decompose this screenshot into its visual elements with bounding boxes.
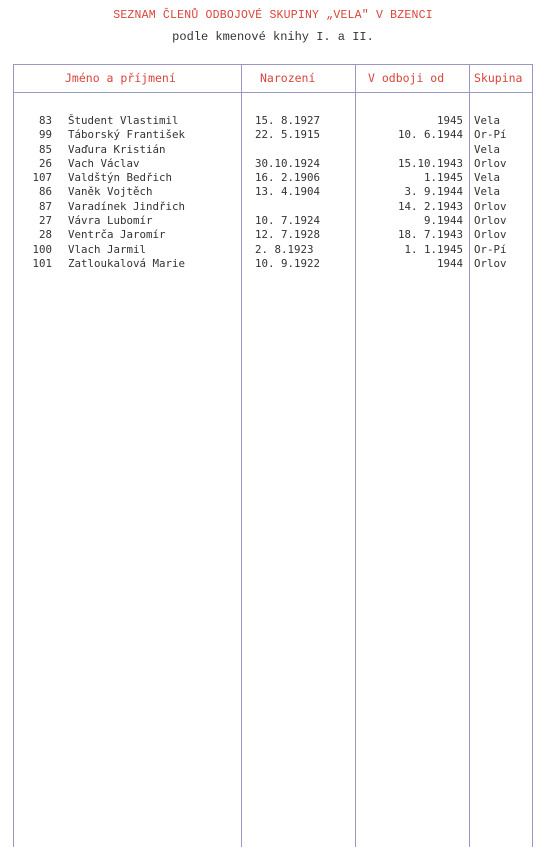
table-row bbox=[13, 143, 533, 157]
birth-date: 10. 7.1924 bbox=[255, 214, 321, 228]
resistance-date: 18. 7.1943 bbox=[397, 228, 463, 242]
table-row bbox=[13, 228, 533, 242]
header-born: Narození bbox=[260, 71, 316, 85]
resistance-date: 9.1944 bbox=[423, 214, 463, 228]
group-name: Orlov bbox=[474, 256, 507, 270]
header-group: Skupina bbox=[474, 71, 523, 85]
birth-date: 12. 7.1928 bbox=[255, 228, 321, 242]
table-row bbox=[13, 200, 533, 214]
member-number: 27 bbox=[38, 214, 52, 228]
group-name: Vela bbox=[474, 114, 501, 127]
resistance-date: 14. 2.1943 bbox=[397, 199, 463, 213]
member-number: 26 bbox=[38, 156, 52, 170]
resistance-date: 1945 bbox=[436, 114, 463, 127]
member-number: 87 bbox=[38, 199, 52, 213]
resistance-date: 3. 9.1944 bbox=[404, 185, 463, 199]
resistance-date: 10. 6.1944 bbox=[397, 128, 463, 142]
table-row bbox=[13, 114, 533, 128]
member-name: Vach Václav bbox=[68, 156, 140, 170]
group-name: Or-Pí bbox=[474, 242, 507, 256]
member-number: 86 bbox=[38, 185, 52, 199]
group-name: Vela bbox=[474, 142, 501, 156]
member-number: 28 bbox=[38, 228, 52, 242]
member-name: Ventrča Jaromír bbox=[68, 228, 166, 242]
birth-date: 10. 9.1922 bbox=[255, 256, 321, 270]
header-divider bbox=[13, 92, 533, 93]
table-row bbox=[13, 243, 533, 257]
group-name: Orlov bbox=[474, 214, 507, 228]
resistance-date: 1944 bbox=[436, 256, 463, 270]
group-name: Or-Pí bbox=[474, 128, 507, 142]
table-row bbox=[13, 214, 533, 228]
table-row bbox=[13, 171, 533, 185]
birth-date: 30.10.1924 bbox=[255, 156, 321, 170]
resistance-date: 1.1945 bbox=[423, 171, 463, 185]
table-row bbox=[13, 257, 533, 271]
member-number: 101 bbox=[32, 256, 52, 270]
member-name: Vlach Jarmil bbox=[68, 242, 147, 256]
member-name: Študent Vlastimil bbox=[68, 114, 179, 127]
member-number: 99 bbox=[38, 128, 52, 142]
table-row bbox=[13, 157, 533, 171]
member-name: Zatloukalová Marie bbox=[68, 256, 186, 270]
birth-date: 13. 4.1904 bbox=[255, 185, 321, 199]
table-body bbox=[13, 114, 533, 271]
member-name: Táborský František bbox=[68, 128, 186, 142]
resistance-date: 15.10.1943 bbox=[397, 156, 463, 170]
table-border-top bbox=[13, 64, 533, 65]
birth-date: 2. 8.1923 bbox=[255, 242, 314, 256]
member-name: Vaďura Kristián bbox=[68, 142, 166, 156]
member-number: 100 bbox=[32, 242, 52, 256]
group-name: Orlov bbox=[474, 156, 507, 170]
birth-date: 16. 2.1906 bbox=[255, 171, 321, 185]
member-number: 85 bbox=[38, 142, 52, 156]
header-resistance: V odboji od bbox=[368, 71, 445, 85]
member-name: Vávra Lubomír bbox=[68, 214, 153, 228]
group-name: Orlov bbox=[474, 228, 507, 242]
group-name: Vela bbox=[474, 171, 501, 185]
birth-date: 22. 5.1915 bbox=[255, 128, 321, 142]
table-row bbox=[13, 185, 533, 199]
group-name: Orlov bbox=[474, 199, 507, 213]
document-subtitle: podle kmenové knihy I. a II. bbox=[172, 30, 374, 44]
group-name: Vela bbox=[474, 185, 501, 199]
table-row bbox=[13, 128, 533, 142]
birth-date: 15. 8.1927 bbox=[255, 114, 321, 127]
member-name: Vaněk Vojtěch bbox=[68, 185, 153, 199]
document-title: SEZNAM ČLENŮ ODBOJOVÉ SKUPINY „VELA" V BZENCI bbox=[113, 9, 433, 22]
member-name: Valdštýn Bedřich bbox=[68, 171, 173, 185]
member-number: 107 bbox=[32, 171, 52, 185]
header-name: Jméno a příjmení bbox=[65, 71, 176, 85]
member-number: 83 bbox=[38, 114, 52, 127]
resistance-date: 1. 1.1945 bbox=[404, 242, 463, 256]
member-name: Varadínek Jindřich bbox=[68, 199, 186, 213]
